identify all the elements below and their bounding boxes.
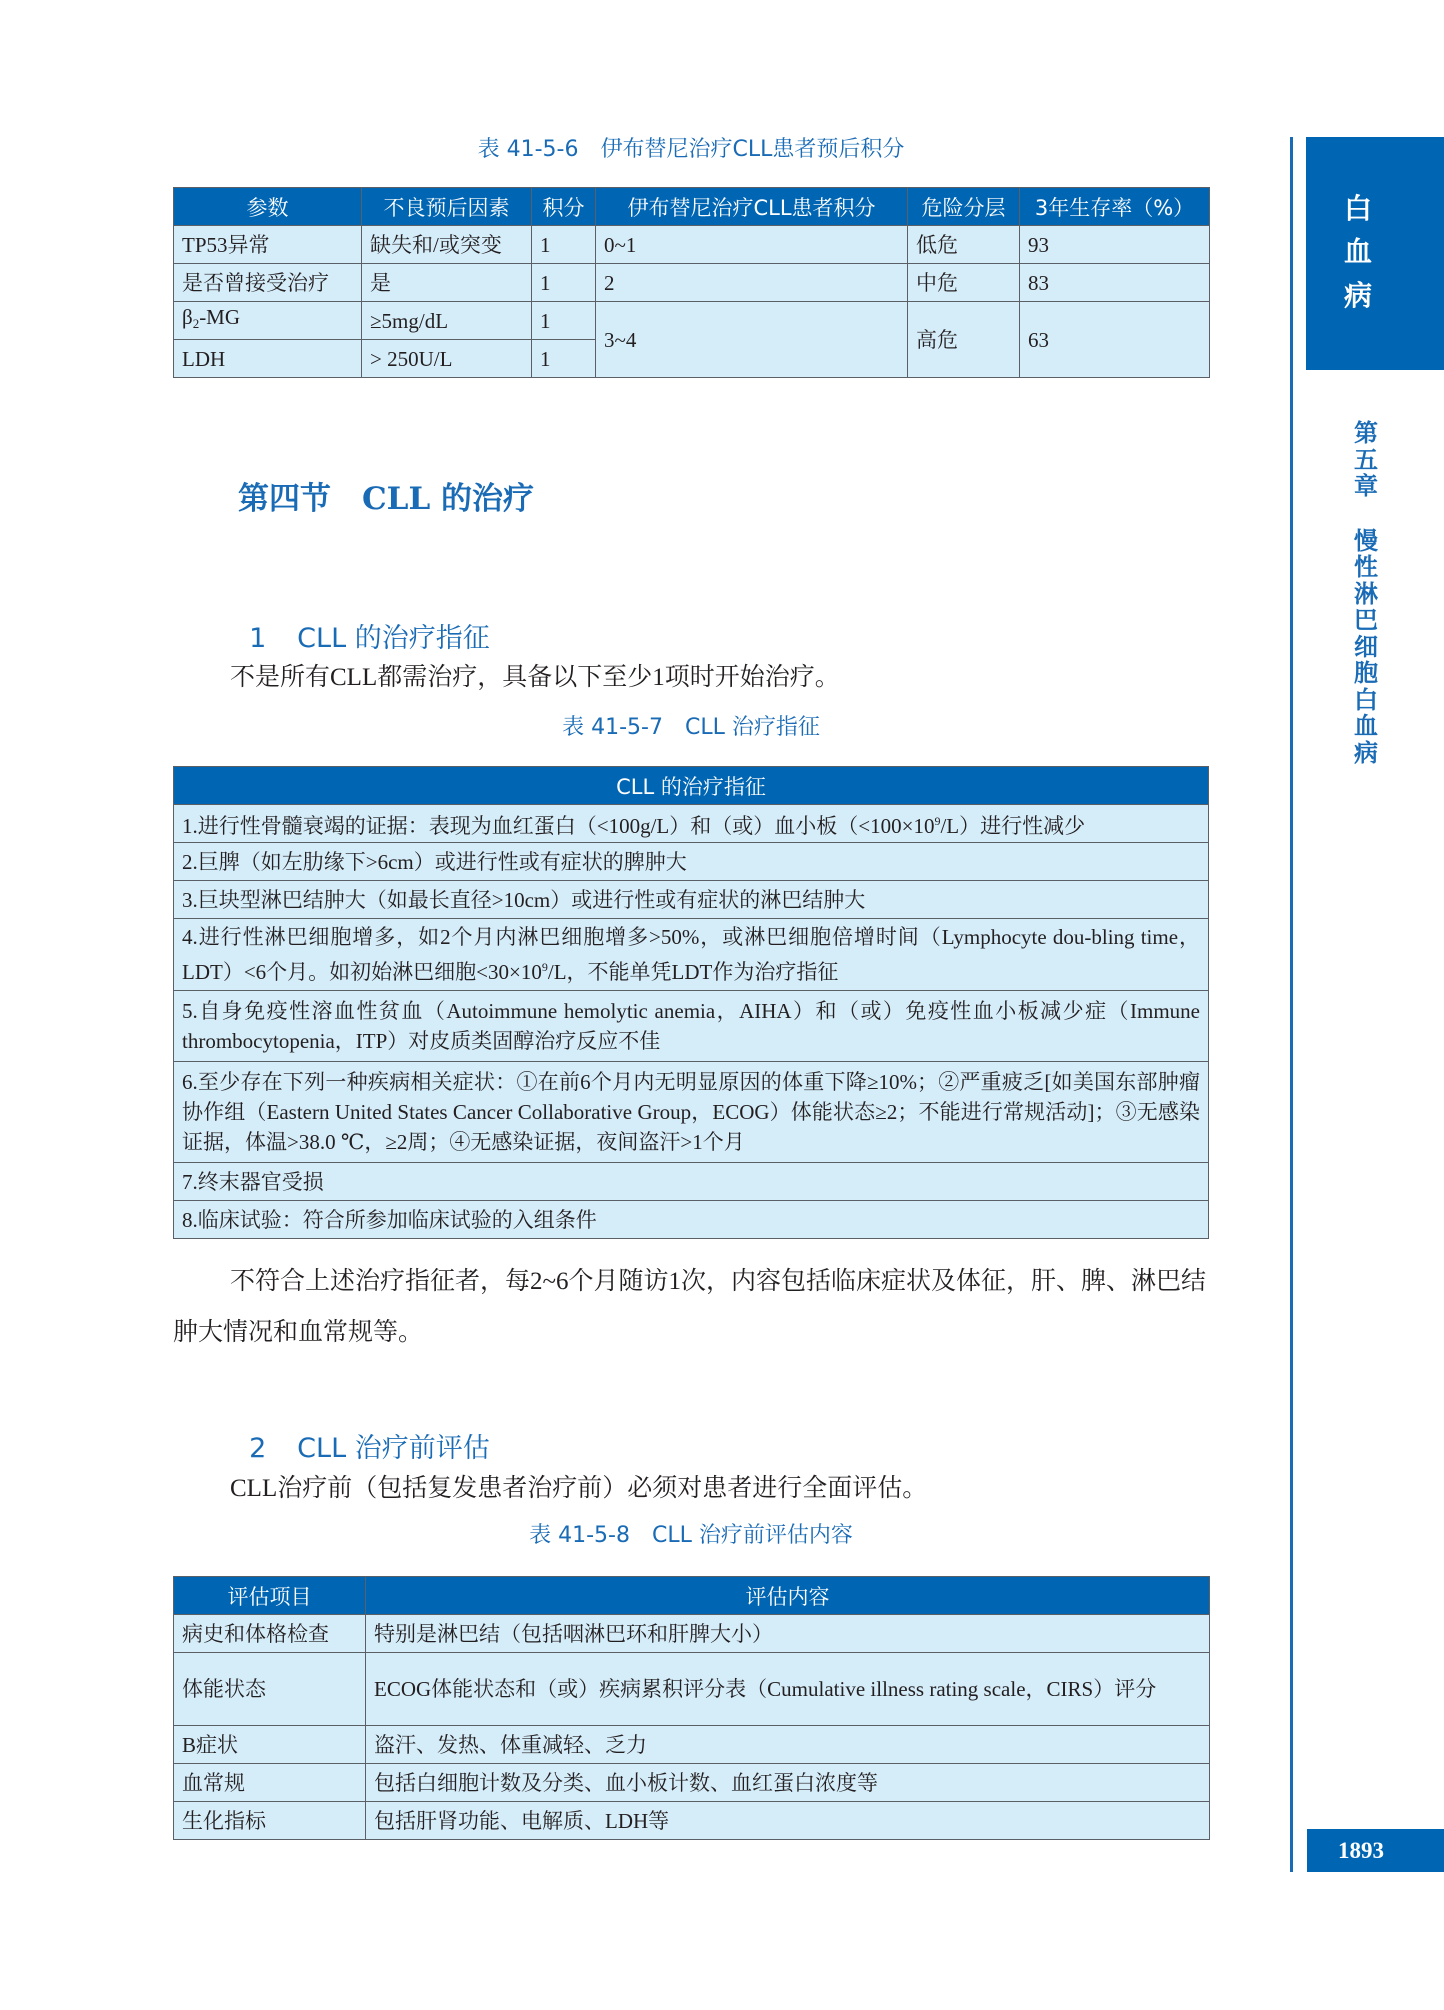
table-row [174, 1764, 1210, 1802]
total-score-cell: 0~1 [596, 226, 908, 264]
indication-text: 1.进行性骨髓衰竭的证据：表现为血红蛋白（<100g/L）和（或）血小板（<100×10 [182, 814, 935, 838]
chapter-char: 性 [1354, 552, 1378, 581]
param-cell: 是否曾接受治疗 [174, 264, 362, 302]
paragraph-text: 不符合上述治疗指征者，每2~6个月随访1次，内容包括临床症状及体征，肝、脾、淋巴结肿大情况和血常规等。 [173, 1268, 1207, 1346]
item-cell: 病史和体格检查 [174, 1615, 366, 1653]
margin-rule [1290, 137, 1293, 1872]
superscript: 9 [934, 814, 941, 828]
chapter-char: 第 [1354, 418, 1378, 447]
table-caption: 表 41-5-8 CLL 治疗前评估内容 [529, 1523, 853, 1548]
item-cell: 体能状态 [174, 1653, 366, 1726]
param-text: -MG [199, 305, 241, 329]
subsection-title: CLL 治疗前评估 [297, 1433, 490, 1464]
chapter-running-title [1346, 420, 1386, 766]
chapter-char: 五 [1354, 444, 1378, 474]
category-tab-char: 白 [1343, 192, 1372, 225]
table-header-row [174, 767, 1209, 805]
subsection-number: 2 [249, 1433, 267, 1464]
indication-text: 4.进行性淋巴细胞增多，如2个月内淋巴细胞增多>50%，或淋巴细胞倍增时间（Lymphocyte dou-bling time，LDT）<6个月。如初始淋巴细胞<30×10 [182, 925, 1200, 984]
survival-cell: 93 [1020, 226, 1210, 264]
content-cell: 包括白细胞计数及分类、血小板计数、血红蛋白浓度等 [366, 1764, 1210, 1802]
indication-cell: 2.巨脾（如左肋缘下>6cm）或进行性或有症状的脾肿大 [174, 843, 1209, 881]
indication-cell: 5.自身免疫性溶血性贫血（Autoimmune hemolytic anemia，AIHA）和（或）免疫性血小板减少症（Immune thrombocytopenia，ITP）对皮质类固醇治疗反应不佳 [174, 991, 1209, 1062]
table-header-row [174, 1577, 1210, 1615]
param-subscript: 2 [192, 316, 200, 331]
table-row [174, 1615, 1210, 1653]
body-paragraph [173, 1256, 1209, 1358]
param-cell [174, 302, 362, 340]
chapter-char: 章 [1354, 471, 1378, 500]
survival-cell: 63 [1020, 302, 1210, 378]
total-score-cell: 3~4 [596, 302, 908, 378]
section-title: 第四节 CLL 的治疗 [238, 481, 535, 517]
factor-cell: 是 [362, 264, 532, 302]
chapter-char: 淋 [1354, 578, 1378, 608]
subsection-heading [232, 1392, 490, 1468]
indication-cell [174, 919, 1209, 991]
item-cell: 生化指标 [174, 1802, 366, 1840]
table-row [174, 805, 1209, 843]
table-caption: 表 41-5-6 伊布替尼治疗CLL患者预后积分 [477, 137, 905, 162]
factor-cell: 缺失和/或突变 [362, 226, 532, 264]
indication-cell: 8.临床试验：符合所参加临床试验的入组条件 [174, 1201, 1209, 1239]
table-row [174, 302, 1210, 340]
risk-cell: 中危 [908, 264, 1020, 302]
chapter-char: 胞 [1354, 658, 1378, 687]
risk-cell: 低危 [908, 226, 1020, 264]
body-paragraph [173, 652, 1209, 703]
risk-cell: 高危 [908, 302, 1020, 378]
table-row [174, 991, 1209, 1062]
chapter-char: 病 [1354, 737, 1378, 767]
subsection-title: CLL 的治疗指征 [297, 623, 490, 654]
indication-text: /L，不能单凭LDT作为治疗指征 [547, 960, 839, 984]
superscript: 9 [541, 960, 548, 974]
table-row [174, 919, 1209, 991]
item-cell: B症状 [174, 1726, 366, 1764]
indication-cell: 6.至少存在下列一种疾病相关症状：①在前6个月内无明显原因的体重下降≥10%；②严重疲乏[如美国东部肿瘤协作组（Eastern United States Cancer Collaborative Group，ECOG）体能状态≥2；不能进行常规活动]；③无感染证据，体温>38.0 ℃，≥2周；④无感染证据，夜间盗汗>1个月 [174, 1062, 1209, 1163]
survival-cell: 83 [1020, 264, 1210, 302]
item-cell: 血常规 [174, 1764, 366, 1802]
chapter-gap [1346, 500, 1386, 528]
param-text: β [182, 305, 193, 329]
table-header-row [174, 188, 1210, 226]
param-cell: TP53异常 [174, 226, 362, 264]
content-cell: 包括肝肾功能、电解质、LDH等 [366, 1802, 1210, 1840]
column-header: 危险分层 [908, 188, 1020, 226]
score-cell: 1 [532, 226, 596, 264]
indication-cell [174, 805, 1209, 843]
score-cell: 1 [532, 264, 596, 302]
page-number-box [1307, 1829, 1444, 1872]
column-header: 积分 [532, 188, 596, 226]
category-tab [1306, 137, 1444, 370]
column-header: 不良预后因素 [362, 188, 532, 226]
pretreatment-evaluation-table [173, 1576, 1210, 1840]
score-cell: 1 [532, 340, 596, 378]
treatment-indications-table [173, 766, 1209, 1239]
table-row [174, 1802, 1210, 1840]
table-row [174, 1726, 1210, 1764]
factor-cell: > 250U/L [362, 340, 532, 378]
chapter-char: 血 [1354, 711, 1378, 740]
table-row [174, 264, 1210, 302]
factor-cell: ≥5mg/dL [362, 302, 532, 340]
content-cell: 盗汗、发热、体重减轻、乏力 [366, 1726, 1210, 1764]
table-row [174, 1201, 1209, 1239]
indication-text: /L）进行性减少 [940, 814, 1086, 838]
chapter-char: 慢 [1354, 525, 1378, 555]
table-caption: 表 41-5-7 CLL 治疗指征 [562, 715, 820, 740]
prognostic-score-table [173, 187, 1210, 378]
chapter-char: 细 [1354, 631, 1378, 661]
table-row [174, 1062, 1209, 1163]
column-header: CLL 的治疗指征 [174, 767, 1209, 805]
subsection-heading [232, 582, 490, 658]
column-header: 伊布替尼治疗CLL患者积分 [596, 188, 908, 226]
paragraph-text: CLL治疗前（包括复发患者治疗前）必须对患者进行全面评估。 [230, 1475, 928, 1502]
chapter-char: 巴 [1354, 605, 1378, 634]
table-row [174, 881, 1209, 919]
score-cell: 1 [532, 302, 596, 340]
table-row [174, 843, 1209, 881]
body-paragraph [173, 1463, 1209, 1514]
content-cell: 特别是淋巴结（包括咽淋巴环和肝脾大小） [366, 1615, 1210, 1653]
table-row [174, 1653, 1210, 1726]
indication-cell: 3.巨块型淋巴结肿大（如最长直径>10cm）或进行性或有症状的淋巴结肿大 [174, 881, 1209, 919]
table-row [174, 1163, 1209, 1201]
content-cell: ECOG体能状态和（或）疾病累积评分表（Cumulative illness rating scale，CIRS）评分 [366, 1653, 1210, 1726]
column-header: 评估内容 [366, 1577, 1210, 1615]
category-tab-char: 病 [1343, 279, 1372, 312]
category-tab-char: 血 [1343, 235, 1372, 268]
indication-cell: 7.终末器官受损 [174, 1163, 1209, 1201]
chapter-char: 白 [1354, 684, 1378, 714]
subsection-number: 1 [249, 623, 267, 654]
column-header: 评估项目 [174, 1577, 366, 1615]
column-header: 3年生存率（%） [1020, 188, 1210, 226]
param-cell: LDH [174, 340, 362, 378]
total-score-cell: 2 [596, 264, 908, 302]
column-header: 参数 [174, 188, 362, 226]
page-number: 1893 [1338, 1838, 1384, 1863]
table-row [174, 226, 1210, 264]
paragraph-text: 不是所有CLL都需治疗，具备以下至少1项时开始治疗。 [230, 664, 840, 691]
